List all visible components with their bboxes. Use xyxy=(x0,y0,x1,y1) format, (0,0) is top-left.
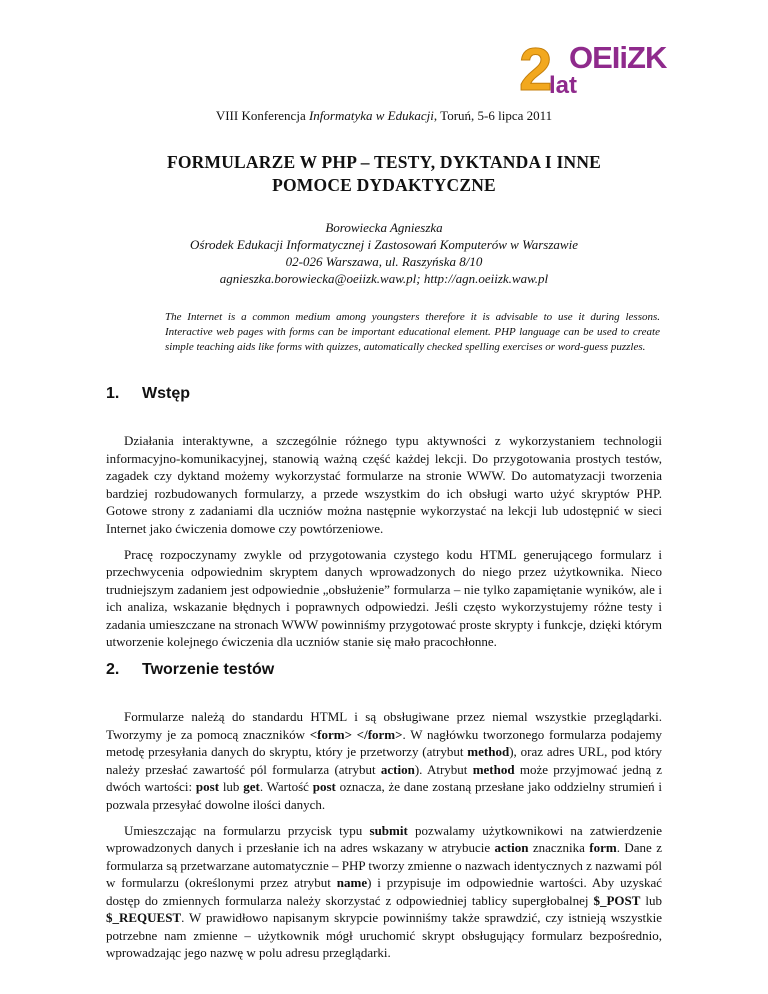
paragraph: Działania interaktywne, a szczególnie różnego typu aktywności z wykorzystaniem technologii informacyjno-komunikacyjnej, stanowią ważną część każdej lekcji. Do przygotowania prostych testów, zagadek czy dyktand możemy wykorzystać formularze na stronie WWW. Do automatyzacji tworzenia bardziej rozbudowanych formularzy, a przede wszystkim do ich obsługi warto użyć skryptów PHP. Gotowe strony z zadaniami dla uczniów można następnie wykorzystać na lekcji lub udostępnić w sieci Internet jako ćwiczenia domowe czy powtórzeniowe. xyxy=(106,433,662,536)
author-block xyxy=(0,219,768,287)
section-2-body xyxy=(106,708,662,970)
logo-digit: 2 xyxy=(519,38,553,96)
author-address: 02-026 Warszawa, ul. Raszyńska 8/10 xyxy=(285,254,483,269)
section-number: 2. xyxy=(106,661,120,678)
section-title: Tworzenie testów xyxy=(142,661,275,678)
author-name: Borowiecka Agnieszka xyxy=(325,220,443,235)
header-conference-name: Informatyka w Edukacji xyxy=(308,108,434,123)
conference-logo xyxy=(519,38,724,96)
title-line-2: POMOCE DYDAKTYCZNE xyxy=(272,175,496,195)
paper-title xyxy=(100,151,668,197)
abstract xyxy=(165,310,660,354)
abstract-text: The Internet is a common medium among youngsters therefore it is advisable to use it during lessons. Interactive web pages with forms can be important educational element. PHP language can be used to create simple teaching aids like forms with quizzes, automatically checked spelling exercises or word-guess puzzles. xyxy=(165,311,660,353)
running-header xyxy=(0,108,768,124)
paragraph: Formularze należą do standardu HTML i są obsługiwane przez niemal wszystkie przeglądarki. Tworzymy je za pomocą znaczników <form> </form>. W nagłówku tworzonego formularza podajemy metodę przesyłania danych do skryptu, który je przetworzy (atrybut method), oraz adres URL, pod który należy przesłać zawartość pól formularza (atrybut action). Atrybut method może przyjmować jedną z dwóch wartości: post lub get. Wartość post oznacza, że dane zostaną przesłane jako oddzielny strumień i pozwala przesyłać dowolne ilości danych. xyxy=(106,709,663,812)
author-affiliation: Ośrodek Edukacji Informatycznej i Zastosowań Komputerów w Warszawie xyxy=(190,237,578,252)
section-title: Wstęp xyxy=(142,385,190,402)
author-contact: agnieszka.borowiecka@oeiizk.waw.pl; http://agn.oeiizk.waw.pl xyxy=(219,271,549,286)
header-prefix: VIII Konferencja xyxy=(215,108,309,123)
section-number: 1. xyxy=(106,385,120,402)
title-line-1: FORMULARZE W PHP – TESTY, DYKTANDA I INNE xyxy=(166,152,602,172)
paragraph: Umieszczając na formularzu przycisk typu submit pozwalamy użytkownikowi na zatwierdzenie wprowadzonych danych i przesłanie ich na adres wskazany w atrybucie action znacznika form. Dane z formularza są przetwarzane automatycznie – PHP tworzy zmienne o nazwach identycznych z nazwami pól w formularzu (określonymi przez atrybut name) i przypisuje im odpowiednie wartości. Aby uzyskać dostęp do zmiennych formularza należy skorzystać z odpowiedniej tablicy supergłobalnej $_POST lub $_REQUEST. W prawidłowo napisanym skrypcie powinniśmy także sprawdzić, czy istnieją wszystkie potrzebne nam zmienne – użytkownik mógł uruchomić skrypt obsługujący formularz bezpośrednio, wprowadzając jego nazwę w polu adresu przeglądarki. xyxy=(106,822,662,960)
header-suffix: , Toruń, 5-6 lipca 2011 xyxy=(433,108,553,123)
logo-brand-text: OEIiZK xyxy=(569,40,667,75)
paragraph: Pracę rozpoczynamy zwykle od przygotowania czystego kodu HTML generującego formularz i przechwycenia odpowiednim skryptem danych wprowadzonych do niego przez użytkownika. Nieco trudniejszym zadaniem jest odpowiednie „obsłużenie” formularza – nie tylko zapamiętanie wyników, ale i ich analiza, wskazanie błędnych i poprawnych odpowiedzi. Jeśli często wykorzystujemy różne testy i zadania umieszczane na stronach WWW powinniśmy przygotować proste skrypty i funkcje, dzięki którym utworzenie kolejnego ćwiczenia dla uczniów stanie się mało pracochłonne. xyxy=(106,546,662,649)
section-1-body xyxy=(106,432,662,659)
logo-lat-text: lat xyxy=(549,72,578,96)
